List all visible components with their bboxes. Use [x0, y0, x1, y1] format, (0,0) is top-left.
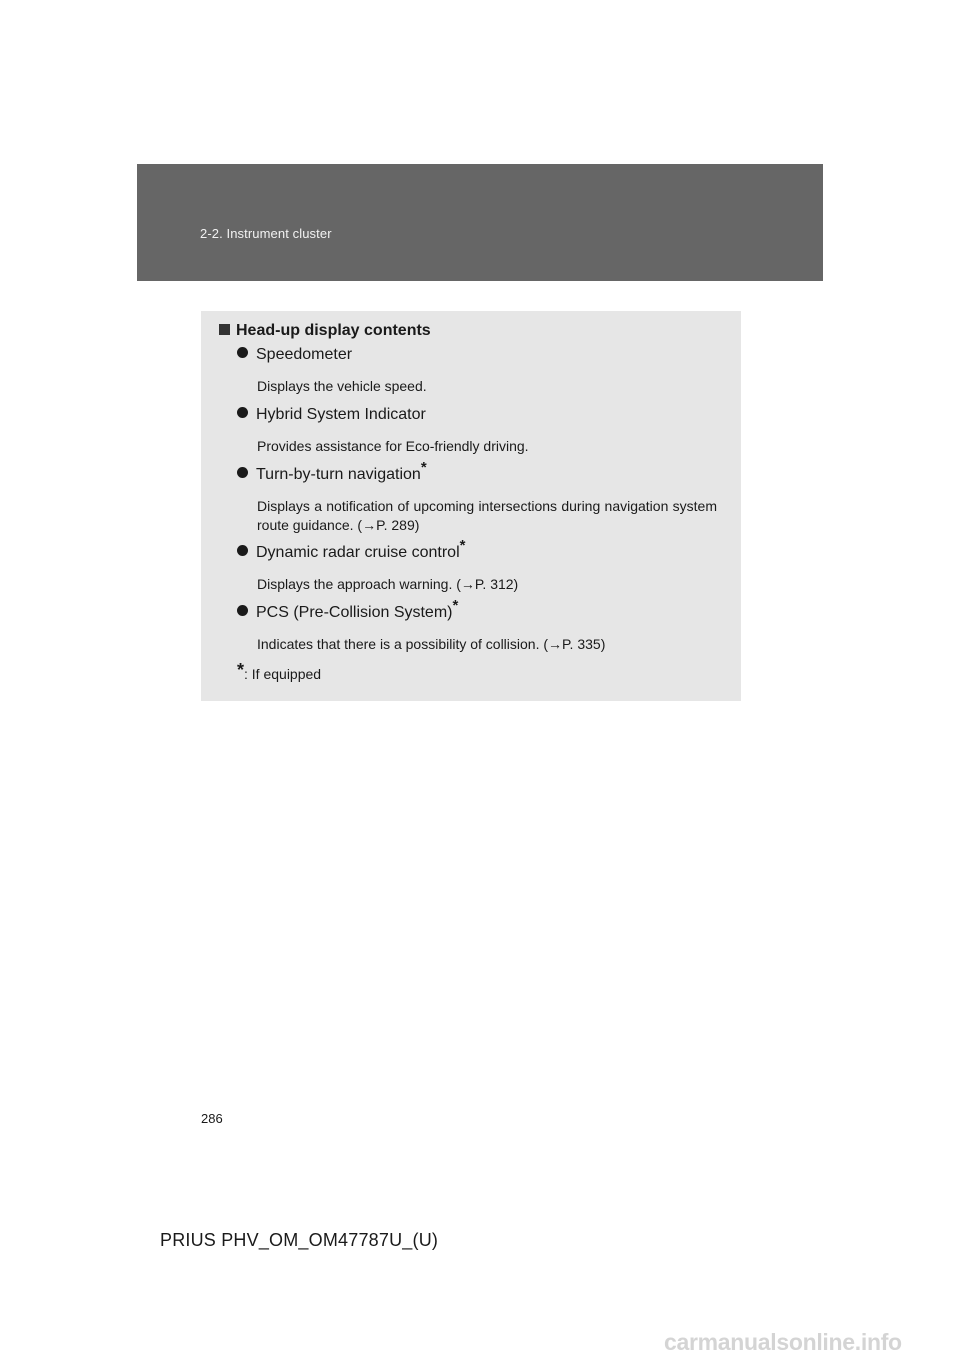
section-header-band: [137, 164, 823, 281]
list-item-pcs: [237, 596, 717, 654]
item-description: Displays the approach warning. (→P. 312): [257, 576, 519, 592]
page-number: 286: [201, 1111, 223, 1126]
item-description: Provides assistance for Eco-friendly driving.: [257, 438, 529, 454]
info-box: [201, 311, 741, 701]
round-bullet-icon: [237, 467, 248, 478]
list-item-turn-by-turn-navigation: [237, 458, 717, 535]
square-bullet-icon: [219, 324, 230, 335]
item-title-text: Hybrid System Indicator: [256, 406, 426, 423]
section-heading: [219, 322, 431, 340]
equipped-marker: *: [459, 536, 466, 554]
round-bullet-icon: [237, 545, 248, 556]
footnote-text: : If equipped: [244, 666, 322, 682]
footnote-marker: *: [237, 660, 245, 680]
equipped-marker: *: [452, 596, 459, 614]
round-bullet-icon: [237, 347, 248, 358]
round-bullet-icon: [237, 605, 248, 616]
item-title: [237, 596, 717, 623]
list-item-dynamic-radar-cruise-control: [237, 536, 717, 594]
section-label: 2-2. Instrument cluster: [200, 226, 332, 241]
item-description: Displays the vehicle speed.: [257, 378, 427, 394]
list-item-hybrid-system-indicator: [237, 405, 717, 456]
item-title-text: Speedometer: [256, 346, 353, 363]
item-description: Displays a notification of upcoming intersections during navigation system route guidance. (→P. 289): [257, 498, 717, 533]
item-title-text: PCS (Pre-Collision System): [256, 604, 453, 621]
item-title-text: Turn-by-turn navigation: [256, 466, 421, 483]
item-title-text: Dynamic radar cruise control: [256, 544, 460, 561]
item-title: [237, 345, 717, 365]
list-item-speedometer: [237, 345, 717, 396]
item-title: [237, 405, 717, 425]
item-title: [237, 536, 717, 563]
item-title: [237, 458, 717, 485]
round-bullet-icon: [237, 407, 248, 418]
item-description: Indicates that there is a possibility of collision. (→P. 335): [257, 636, 606, 652]
document-code: PRIUS PHV_OM_OM47787U_(U): [160, 1230, 439, 1250]
section-heading-text: Head-up display contents: [236, 322, 431, 339]
watermark: carmanualsonline.info: [664, 1329, 902, 1355]
equipped-marker: *: [420, 458, 427, 476]
footnote: [237, 660, 322, 684]
